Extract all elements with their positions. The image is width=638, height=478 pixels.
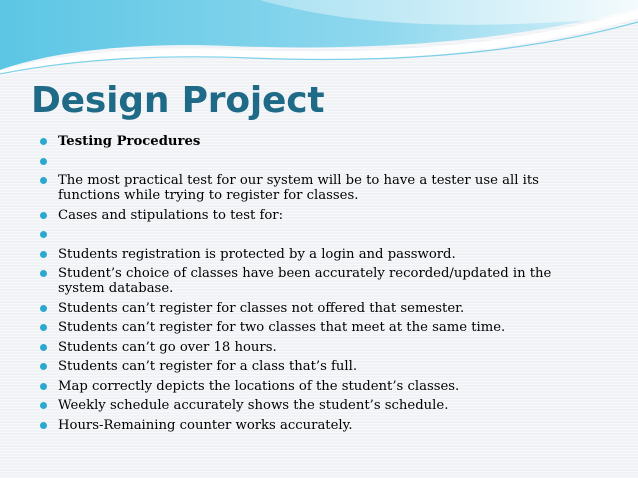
bullet-item <box>40 418 600 433</box>
bullet-dot-icon <box>40 231 47 238</box>
bullet-item <box>40 340 600 355</box>
bullet-dot-icon <box>40 305 47 312</box>
bullet-item <box>40 301 600 316</box>
bullet-item <box>40 173 600 203</box>
bullet-text: The most practical test for our system will be to have a tester use all its functions while trying to register for classes. <box>58 173 539 203</box>
bullet-dot-icon <box>40 383 47 390</box>
bullet-item <box>40 320 600 335</box>
bullet-item <box>40 266 600 296</box>
bullet-dot-icon <box>40 344 47 351</box>
bullet-text: Weekly schedule accurately shows the student’s schedule. <box>58 398 449 413</box>
bullet-item <box>40 227 600 242</box>
bullet-text: Cases and stipulations to test for: <box>58 207 284 223</box>
bullet-dot-icon <box>40 270 47 277</box>
bullet-text: Map correctly depicts the locations of the student’s classes. <box>58 378 460 394</box>
bullet-dot-icon <box>40 402 47 409</box>
bullet-item <box>40 134 600 149</box>
bullet-item <box>40 247 600 262</box>
bullet-list <box>40 134 600 433</box>
bullet-dot-icon <box>40 158 47 165</box>
bullet-text: Student’s choice of classes have been accurately recorded/updated in the system database. <box>58 266 552 296</box>
bullet-dot-icon <box>40 212 47 219</box>
bullet-dot-icon <box>40 251 47 258</box>
bullet-text: Students can’t register for a class that’s full. <box>58 359 358 374</box>
bullet-dot-icon <box>40 177 47 184</box>
bullet-item <box>40 398 600 413</box>
bullet-text: Students registration is protected by a login and password. <box>58 246 456 262</box>
bullet-text: Students can’t register for two classes that meet at the same time. <box>58 320 506 335</box>
bullet-dot-icon <box>40 363 47 370</box>
bullet-text: Testing Procedures <box>58 134 201 149</box>
bullet-text: Hours-Remaining counter works accurately. <box>58 417 353 433</box>
header-wave-decoration <box>0 0 638 80</box>
slide-title: Design Project <box>31 80 325 121</box>
bullet-dot-icon <box>40 422 47 429</box>
bullet-dot-icon <box>40 138 47 145</box>
bullet-item <box>40 379 600 394</box>
bullet-text: Students can’t register for classes not offered that semester. <box>58 300 465 316</box>
bullet-item <box>40 208 600 223</box>
bullet-item <box>40 154 600 169</box>
bullet-item <box>40 359 600 374</box>
bullet-dot-icon <box>40 324 47 331</box>
bullet-text: Students can’t go over 18 hours. <box>58 339 277 355</box>
